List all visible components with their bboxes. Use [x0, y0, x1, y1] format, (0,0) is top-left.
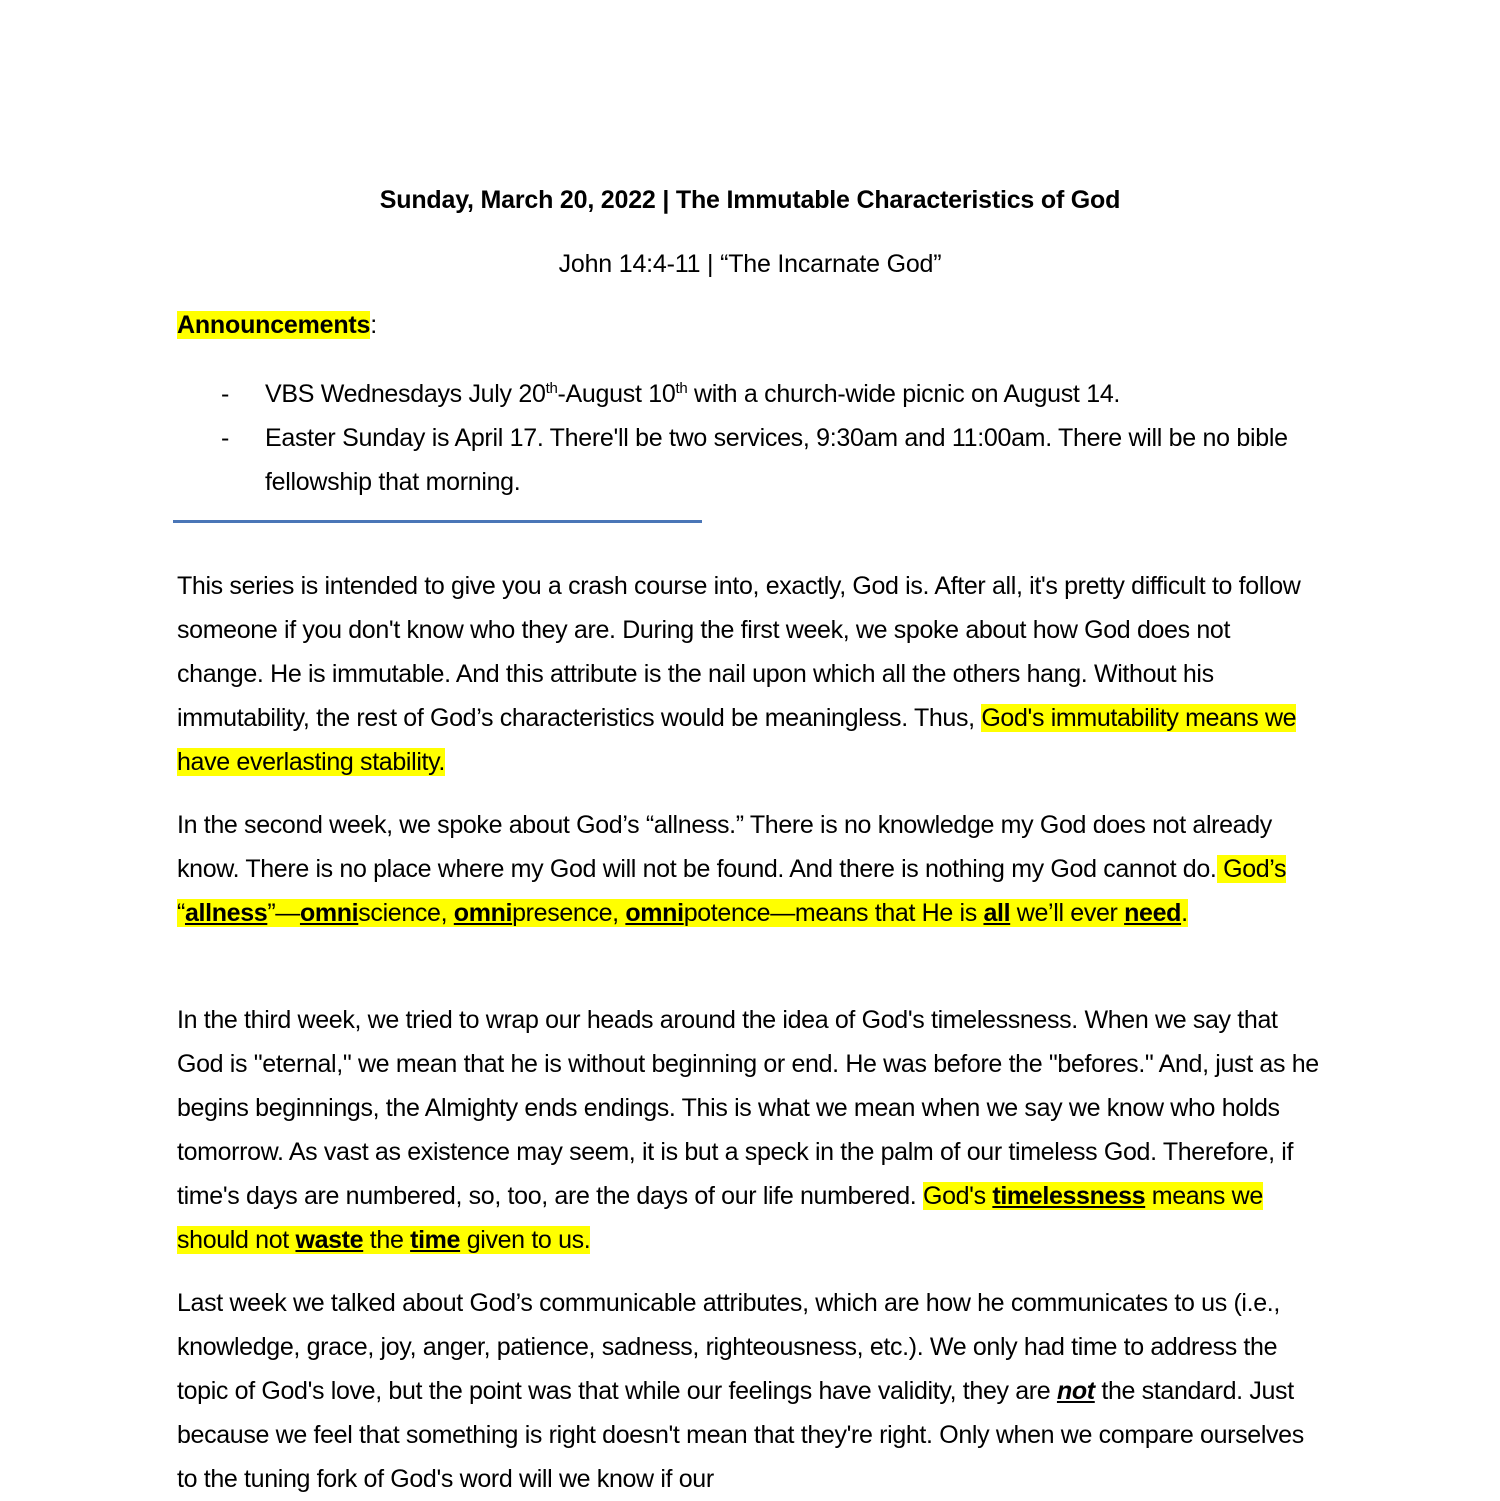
- announcement-text: VBS Wednesdays July 20: [265, 380, 546, 408]
- paragraph-timelessness: [177, 998, 1322, 1262]
- highlighted-summary: God’s “allness”—omniscience, omnipresence, omnipotence—means that He is all we’ll ever need.: [177, 855, 1287, 927]
- ordinal-suffix: th: [545, 380, 558, 397]
- paragraph-immutability: [177, 564, 1322, 784]
- paragraph-text: In the second week, we spoke about God’s “allness.” There is no knowledge my God does not already know. There is no place where my God will not be found. And there is nothing my God cannot do.: [177, 811, 1272, 883]
- bullet-dash: -: [221, 380, 230, 408]
- paragraph-text: the standard. Just because we feel that something is right doesn't mean that they're right. Only when we compare ourselves to the tuning fork of God's word will we know if our: [177, 1377, 1304, 1493]
- emphasis-word: not: [1056, 1377, 1095, 1405]
- page-title: Sunday, March 20, 2022 | The Immutable Characteristics of God: [379, 186, 1121, 214]
- highlighted-summary: God's timelessness means we should not waste the time given to us.: [177, 1182, 1263, 1254]
- announcements-label: Announcements: [177, 311, 371, 339]
- highlighted-summary: God's immutability means we have everlasting stability.: [177, 704, 1297, 776]
- paragraph-text: Last week we talked about God’s communicable attributes, which are how he communicates to us (i.e., knowledge, grace, joy, anger, patience, sadness, righteousness, etc.). We only had time to address the topic of God's love, but the point was that while our feelings have validity, they are: [177, 1289, 1280, 1405]
- announcements-colon: :: [370, 311, 377, 339]
- announcement-item: [177, 372, 1317, 416]
- announcement-text: -August 10: [557, 380, 676, 408]
- scripture-subtitle: John 14:4-11 | “The Incarnate God”: [558, 250, 942, 278]
- ordinal-suffix: th: [675, 380, 688, 397]
- paragraph-text: In the third week, we tried to wrap our heads around the idea of God's timelessness. When we say that God is "eternal," we mean that he is without beginning or end. He was before the "befores." And, just as he begins beginnings, the Almighty ends endings. This is what we mean when we say we know who holds tomorrow. As vast as existence may seem, it is but a speck in the palm of our timeless God. Therefore, if time's days are numbered, so, too, are the days of our life numbered.: [177, 1006, 1319, 1210]
- announcements-list: [177, 372, 1317, 504]
- paragraph-communicable-attributes: [177, 1281, 1322, 1501]
- paragraph-allness: [177, 803, 1322, 935]
- announcements-heading: [177, 311, 377, 340]
- section-divider: [173, 520, 702, 523]
- paragraph-text: This series is intended to give you a crash course into, exactly, God is. After all, it's pretty difficult to follow someone if you don't know who they are. During the first week, we spoke about how God does not change. He is immutable. And this attribute is the nail upon which all the others hang. Without his immutability, the rest of God’s characteristics would be meaningless. Thus,: [177, 572, 1301, 732]
- bullet-dash: -: [221, 424, 230, 452]
- announcement-item: [177, 416, 1317, 504]
- announcement-text: with a church-wide picnic on August 14.: [687, 380, 1121, 408]
- announcement-text: Easter Sunday is April 17. There'll be two services, 9:30am and 11:00am. There will be no bible fellowship that morning.: [265, 424, 1288, 496]
